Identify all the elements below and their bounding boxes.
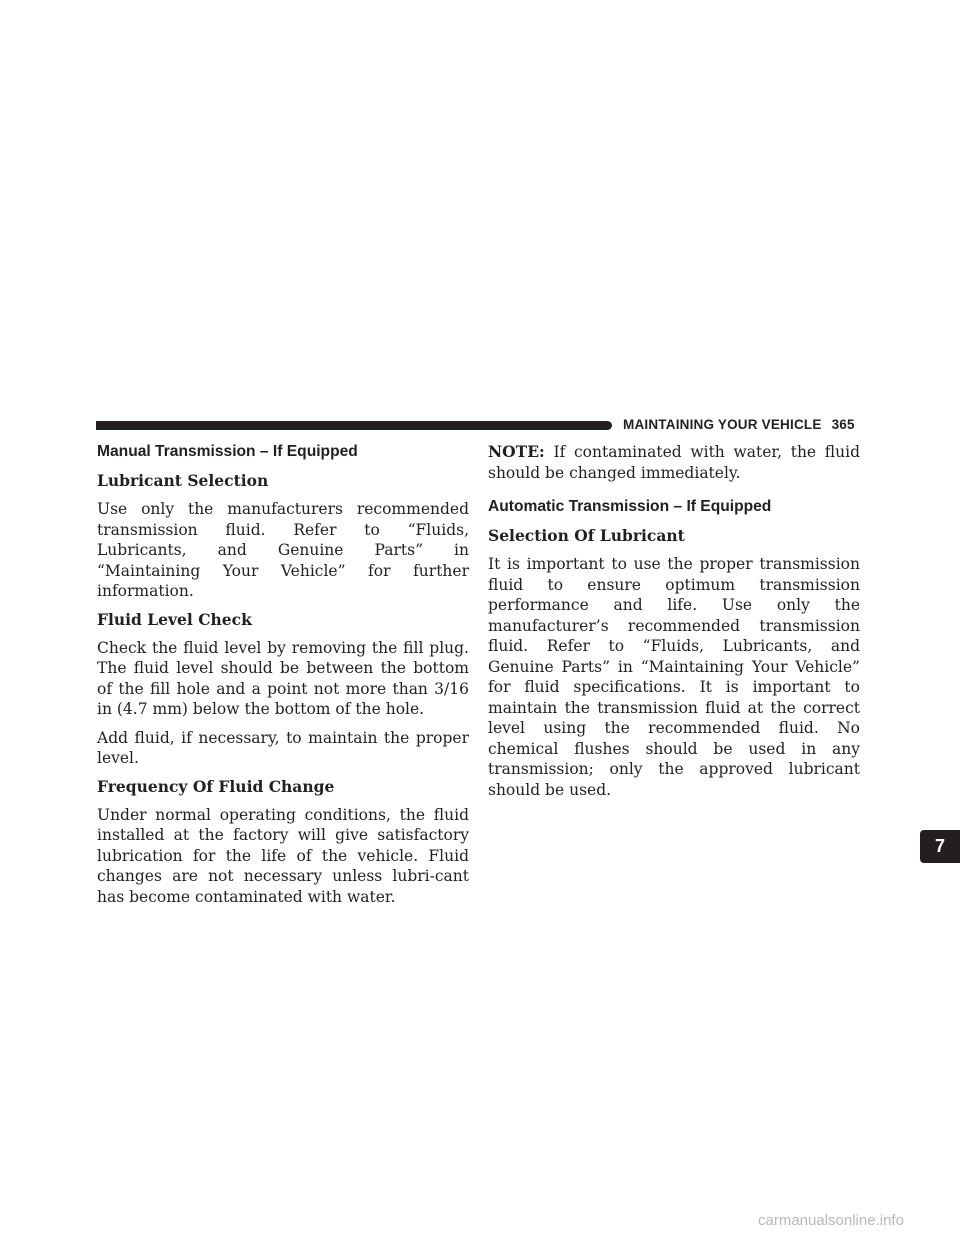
lubricant-selection-text: Use only the manufacturers recommended transmission fluid. Refer to “Fluids, Lubricants, and Genuine Parts” in “Maintaining Your Vehicle” for further information. (97, 500, 469, 600)
lubricant-selection-heading: Lubricant Selection (97, 471, 269, 490)
manual-transmission-heading: Manual Transmission – If Equipped (97, 443, 358, 460)
fluid-level-check-heading: Fluid Level Check (97, 609, 252, 629)
fluid-level-add-text: Add fluid, if necessary, to maintain the proper level. (97, 728, 469, 767)
note-label: NOTE: (488, 442, 545, 461)
note-text: If contaminated with water, the fluid should be changed immediately. (488, 443, 860, 482)
right-column (488, 442, 860, 808)
selection-of-lubricant-text: It is important to use the proper transmission fluid to ensure optimum transmission performance and life. Use only the manufacturer’s recommended transmission fluid. Refer to “Fluids, Lubricants, and Genuine Parts” in “Maintaining Your Vehicle” for fluid specifications. It is important to maintain the transmission fluid at the correct level using the recommended fluid. No chemical flushes should be used in any transmission; only the approved lubricant should be used. (488, 555, 860, 799)
running-header (623, 417, 855, 432)
automatic-transmission-heading: Automatic Transmission – If Equipped (488, 498, 772, 515)
page-number: 365 (831, 417, 855, 432)
chapter-tab: 7 (920, 830, 960, 863)
header-rule (96, 421, 612, 430)
left-column (97, 442, 469, 915)
frequency-fluid-change-heading: Frequency Of Fluid Change (97, 776, 335, 796)
note-paragraph (488, 442, 860, 483)
frequency-fluid-change-text: Under normal operating conditions, the fluid installed at the factory will give satisfactory lubrication for the life of the vehicle. Fluid changes are not necessary unless lubri-cant has become contaminated with water. (97, 805, 469, 906)
fluid-level-check-text: Check the fluid level by removing the fill plug. The fluid level should be between the bottom of the fill hole and a point not more than 3/16 in (4.7 mm) below the bottom of the hole. (97, 638, 469, 718)
section-title: MAINTAINING YOUR VEHICLE (623, 417, 822, 432)
watermark: carmanualsonline.info (758, 1212, 904, 1229)
selection-of-lubricant-heading: Selection Of Lubricant (488, 526, 685, 545)
